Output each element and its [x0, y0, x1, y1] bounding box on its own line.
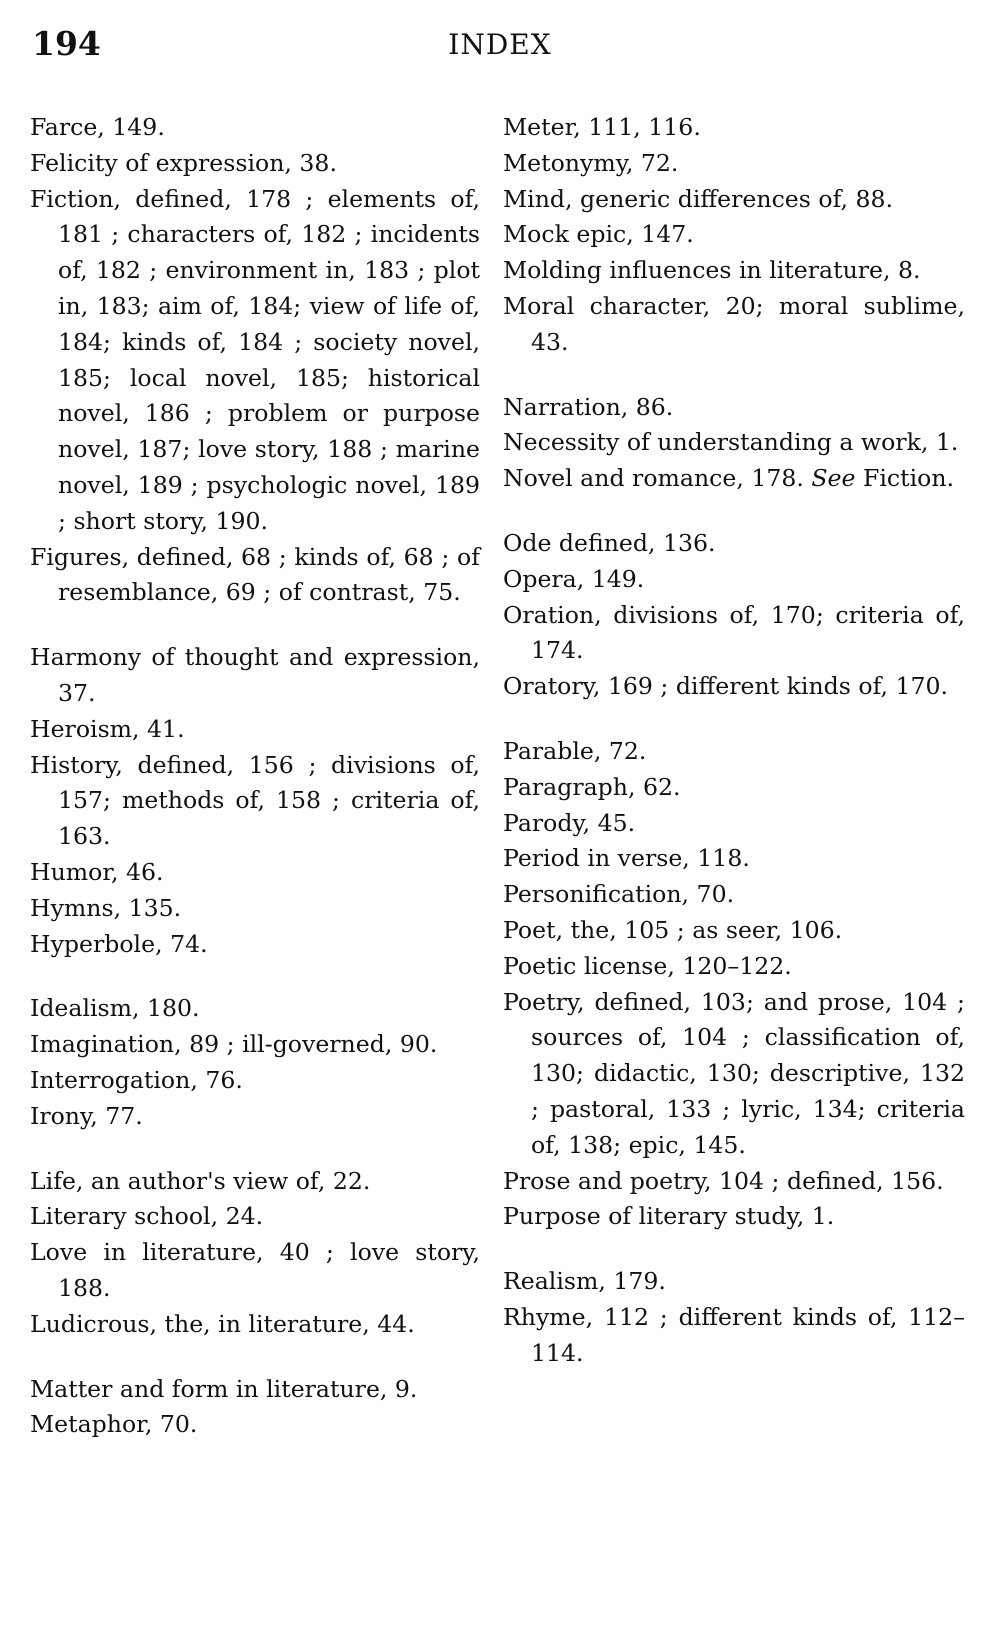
- index-entry: [503, 913, 965, 949]
- index-entry-text: Prose and poetry, 104 ; defined, 156.: [503, 1166, 944, 1195]
- index-entry-text: Paragraph, 62.: [503, 772, 681, 801]
- page-number: 194: [32, 24, 101, 63]
- index-entry: [503, 877, 965, 913]
- index-entry: [30, 991, 480, 1027]
- index-entry: [503, 390, 965, 426]
- index-entry-text: Humor, 46.: [30, 857, 164, 886]
- index-entry-text: Fiction, defined, 178 ; elements of, 181 ; characters of, 182 ; incidents of, 182 ; environment in, 183 ; plot in, 183; aim of, 184; view of life of, 184; kinds of, 184 ; society novel, 185; local novel, 185; historical novel, 186 ; problem or purpose novel, 187; love story, 188 ; marine novel, 189 ; psychologic novel, 189 ; short story, 190.: [30, 184, 480, 535]
- index-entry: [30, 1063, 480, 1099]
- index-entry: [30, 891, 480, 927]
- index-entry-text: Mind, generic differences of, 88.: [503, 184, 893, 213]
- index-entry: [30, 1307, 480, 1343]
- index-letter-group: [503, 110, 965, 361]
- index-entry: [30, 927, 480, 963]
- index-entry-text: Metonymy, 72.: [503, 148, 679, 177]
- index-entry-text: Oratory, 169 ; different kinds of, 170.: [503, 672, 948, 701]
- index-entry-text: Poet, the, 105 ; as seer, 106.: [503, 915, 843, 944]
- index-entry: [503, 110, 965, 146]
- index-entry: [30, 1199, 480, 1235]
- index-entry-text: Molding influences in literature, 8.: [503, 256, 921, 285]
- index-entry: [503, 1264, 965, 1300]
- index-entry-text: Oration, divisions of, 170; criteria of, 174.: [503, 600, 965, 665]
- index-entry: [503, 146, 965, 182]
- index-entry-text: Rhyme, 112 ; different kinds of, 112–114.: [503, 1302, 965, 1367]
- index-entry-text: Necessity of understanding a work, 1.: [503, 428, 959, 457]
- index-entry-text: Narration, 86.: [503, 392, 674, 421]
- index-entry-text: Idealism, 180.: [30, 994, 200, 1023]
- index-entry: [30, 110, 480, 146]
- index-entry: [503, 598, 965, 670]
- index-entry: [503, 985, 965, 1164]
- index-entry-text: Love in literature, 40 ; love story, 188.: [30, 1238, 480, 1302]
- index-entry: [503, 182, 965, 218]
- index-entry: [30, 1027, 480, 1063]
- index-letter-group: [503, 390, 965, 497]
- index-entry-text: Poetic license, 120–122.: [503, 951, 792, 980]
- index-entry: [503, 289, 965, 361]
- index-entry-text: Life, an author's view of, 22.: [30, 1166, 371, 1195]
- index-entry: [30, 1407, 480, 1443]
- index-column-right: [503, 110, 965, 1401]
- index-entry: [503, 734, 965, 770]
- index-entry: [30, 182, 480, 540]
- index-entry-text: Parody, 45.: [503, 808, 636, 837]
- index-entry: [30, 1164, 480, 1200]
- running-title: INDEX: [448, 28, 552, 61]
- index-entry: [30, 640, 480, 712]
- index-entry: [503, 841, 965, 877]
- index-entry: [30, 1099, 480, 1135]
- index-column-left: [30, 110, 480, 1472]
- index-entry-text: Matter and form in literature, 9.: [30, 1374, 418, 1403]
- index-entry-text: Personification, 70.: [503, 880, 735, 909]
- index-entry-text: Imagination, 89 ; ill-governed, 90.: [30, 1030, 438, 1059]
- index-entry-text: Mock epic, 147.: [503, 220, 694, 249]
- index-entry: [503, 562, 965, 598]
- index-entry-text: Ludicrous, the, in literature, 44.: [30, 1309, 415, 1338]
- index-letter-group: [30, 991, 480, 1134]
- index-entry-text: Hyperbole, 74.: [30, 929, 208, 958]
- index-entry: [30, 1235, 480, 1307]
- index-entry-text: Novel and romance, 178.: [503, 464, 804, 493]
- index-entry-text: Figures, defined, 68 ; kinds of, 68 ; of resemblance, 69 ; of contrast, 75.: [30, 542, 480, 607]
- index-entry: [503, 1199, 965, 1235]
- index-entry-text: Harmony of thought and expression, 37.: [30, 643, 480, 707]
- see-reference-target: Fiction.: [862, 464, 955, 493]
- index-entry-text: Literary school, 24.: [30, 1202, 264, 1231]
- index-entry: [503, 1300, 965, 1372]
- index-letter-group: [503, 1264, 965, 1371]
- index-entry-text: Realism, 179.: [503, 1267, 666, 1296]
- index-entry-text: Heroism, 41.: [30, 714, 185, 743]
- index-entry: [30, 748, 480, 855]
- index-entry: [503, 253, 965, 289]
- index-entry-text: Parable, 72.: [503, 736, 647, 765]
- index-entry-text: Farce, 149.: [30, 113, 165, 141]
- index-entry-text: Ode defined, 136.: [503, 528, 716, 557]
- page-header: [32, 24, 968, 74]
- index-letter-group: [30, 110, 480, 611]
- index-entry-text: Opera, 149.: [503, 564, 645, 593]
- index-letter-group: [503, 526, 965, 705]
- index-letter-group: [30, 1164, 480, 1343]
- index-entry-text: Meter, 111, 116.: [503, 113, 701, 141]
- index-letter-group: [30, 640, 480, 962]
- index-letter-group: [503, 734, 965, 1235]
- index-entry: [30, 712, 480, 748]
- index-entry: [503, 461, 965, 497]
- index-letter-group: [30, 1372, 480, 1444]
- index-entry-text: Moral character, 20; moral sublime, 43.: [503, 291, 965, 356]
- index-entry: [503, 425, 965, 461]
- index-entry: [503, 669, 965, 705]
- index-entry-text: Hymns, 135.: [30, 893, 182, 922]
- index-entry: [503, 770, 965, 806]
- index-entry: [503, 806, 965, 842]
- index-entry-text: History, defined, 156 ; divisions of, 157; methods of, 158 ; criteria of, 163.: [30, 750, 480, 851]
- index-entry-text: Interrogation, 76.: [30, 1065, 243, 1094]
- index-entry-text: Poetry, defined, 103; and prose, 104 ; sources of, 104 ; classification of, 130; didactic, 130; descriptive, 132 ; pastoral, 133 ; lyric, 134; criteria of, 138; epic, 145.: [503, 987, 965, 1159]
- see-reference-label: See: [811, 464, 856, 493]
- index-entry: [30, 855, 480, 891]
- index-entry: [30, 1372, 480, 1408]
- index-entry-text: Period in verse, 118.: [503, 844, 750, 873]
- index-entry-text: Purpose of literary study, 1.: [503, 1202, 835, 1231]
- index-entry: [30, 540, 480, 612]
- index-entry: [503, 217, 965, 253]
- index-entry-text: Felicity of expression, 38.: [30, 148, 337, 177]
- index-entry: [503, 526, 965, 562]
- index-entry: [503, 1164, 965, 1200]
- index-entry-text: Metaphor, 70.: [30, 1410, 198, 1439]
- index-entry: [30, 146, 480, 182]
- index-entry-text: Irony, 77.: [30, 1101, 143, 1130]
- index-entry: [503, 949, 965, 985]
